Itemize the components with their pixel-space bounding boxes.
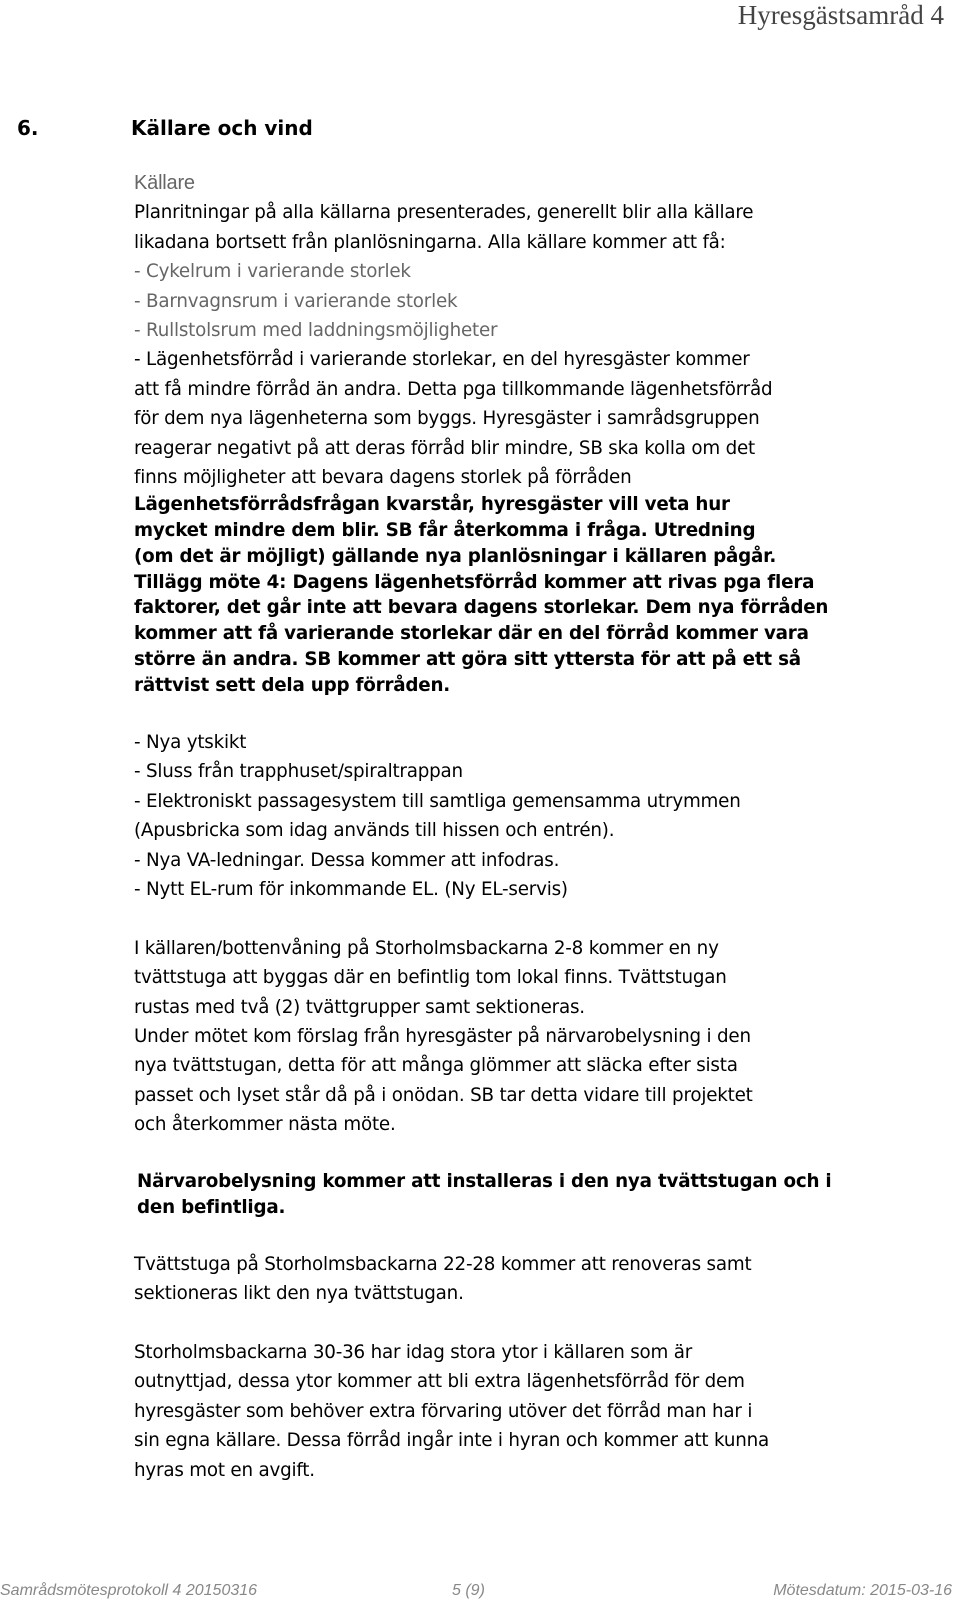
bold-text-line: rättvist sett dela upp förråden.	[134, 674, 451, 696]
list-item: - Elektroniskt passagesystem till samtliga gemensamma utrymmen	[134, 790, 741, 812]
section-title: Källare och vind	[131, 116, 313, 140]
bold-text-line: mycket mindre dem blir. SB får återkomma i fråga. Utredning	[134, 520, 756, 542]
section-heading	[17, 113, 313, 143]
text-line: Tvättstuga på Storholmsbackarna 22-28 kommer att renoveras samt	[134, 1253, 752, 1275]
text-line: hyresgäster som behöver extra förvaring utöver det förråd man har i	[134, 1400, 753, 1422]
bold-text-line: den befintliga.	[137, 1196, 286, 1218]
footer-meeting-date: Mötesdatum: 2015-03-16	[773, 1582, 952, 1599]
text-line: finns möjligheter att bevara dagens storlek på förråden	[134, 466, 632, 488]
list-item: - Nytt EL-rum för inkommande EL. (Ny EL-servis)	[134, 879, 568, 901]
text-line: Under mötet kom förslag från hyresgäster på närvarobelysning i den	[134, 1025, 751, 1047]
text-line: nya tvättstugan, detta för att många glömmer att släcka efter sista	[134, 1055, 738, 1077]
bold-text-line: (om det är möjligt) gällande nya planlösningar i källaren pågår.	[134, 545, 777, 567]
bold-text-line: kommer att få varierande storlekar där en del förråd kommer vara	[134, 623, 809, 645]
text-line: tvättstuga att byggas där en befintlig tom lokal finns. Tvättstugan	[134, 967, 727, 989]
document-body	[134, 169, 944, 1485]
list-item: - Cykelrum i varierande storlek	[134, 261, 411, 283]
text-line: Storholmsbackarna 30-36 har idag stora ytor i källaren som är	[134, 1342, 693, 1364]
text-line: I källaren/bottenvåning på Storholmsbackarna 2-8 kommer en ny	[134, 937, 719, 959]
footer-document-name: Samrådsmötesprotokoll 4 20150316	[0, 1582, 258, 1599]
page-footer	[0, 1580, 960, 1602]
text-line: (Apusbricka som idag används till hissen och entrén).	[134, 820, 615, 842]
subheading-kallare: Källare	[134, 172, 195, 194]
text-line: likadana bortsett från planlösningarna. Alla källare kommer att få:	[134, 231, 726, 253]
list-item: - Barnvagnsrum i varierande storlek	[134, 290, 458, 312]
bold-text-line: Närvarobelysning kommer att installeras i den nya tvättstugan och i	[137, 1170, 832, 1192]
list-renovation-items	[134, 728, 944, 904]
paragraph-tvattstuga-2-8	[134, 934, 944, 1140]
list-item: - Sluss från trapphuset/spiraltrappan	[134, 761, 463, 783]
paragraph-tvattstuga-22-28	[134, 1250, 944, 1309]
list-item: - Rullstolsrum med laddningsmöjligheter	[134, 319, 498, 341]
text-line: rustas med två (2) tvättgrupper samt sektioneras.	[134, 996, 585, 1018]
text-line: sin egna källare. Dessa förråd ingår inte i hyran och kommer att kunna	[134, 1430, 769, 1452]
text-line: passet och lyset står då på i onödan. SB tar detta vidare till projektet	[134, 1084, 753, 1106]
text-line: för dem nya lägenheterna som byggs. Hyresgäster i samrådsgruppen	[134, 408, 760, 430]
text-line: reagerar negativt på att deras förråd blir mindre, SB ska kolla om det	[134, 437, 755, 459]
text-line: att få mindre förråd än andra. Detta pga tillkommande lägenhetsförråd	[134, 378, 773, 400]
text-line: hyras mot en avgift.	[134, 1459, 315, 1481]
section-number: 6.	[17, 116, 39, 140]
bold-text-line: Tillägg möte 4: Dagens lägenhetsförråd kommer att rivas pga flera	[134, 571, 815, 593]
text-line: Planritningar på alla källarna presenterades, generellt blir alla källare	[134, 202, 754, 224]
paragraph-storholmsbackarna-30-36	[134, 1338, 944, 1485]
bold-paragraph-narvarobelysning	[137, 1169, 944, 1221]
bold-text-line: större än andra. SB kommer att göra sitt yttersta för att på ett så	[134, 649, 801, 671]
text-line: och återkommer nästa möte.	[134, 1114, 396, 1136]
document-header-title: Hyresgästsamråd 4	[737, 0, 944, 30]
footer-page-number: 5 (9)	[452, 1582, 485, 1599]
list-item: - Nya VA-ledningar. Dessa kommer att infodras.	[134, 849, 560, 871]
bold-text-line: Lägenhetsförrådsfrågan kvarstår, hyresgäster vill veta hur	[134, 494, 730, 516]
bold-paragraph-lagenhetsforrad	[134, 492, 944, 698]
list-item: - Nya ytskikt	[134, 732, 247, 754]
paragraph-kallare	[134, 198, 944, 492]
list-item: - Lägenhetsförråd i varierande storlekar, en del hyresgäster kommer	[134, 349, 750, 371]
text-line: outnyttjad, dessa ytor kommer att bli extra lägenhetsförråd för dem	[134, 1371, 745, 1393]
bold-text-line: faktorer, det går inte att bevara dagens storlekar. Dem nya förråden	[134, 597, 829, 619]
text-line: sektioneras likt den nya tvättstugan.	[134, 1283, 464, 1305]
